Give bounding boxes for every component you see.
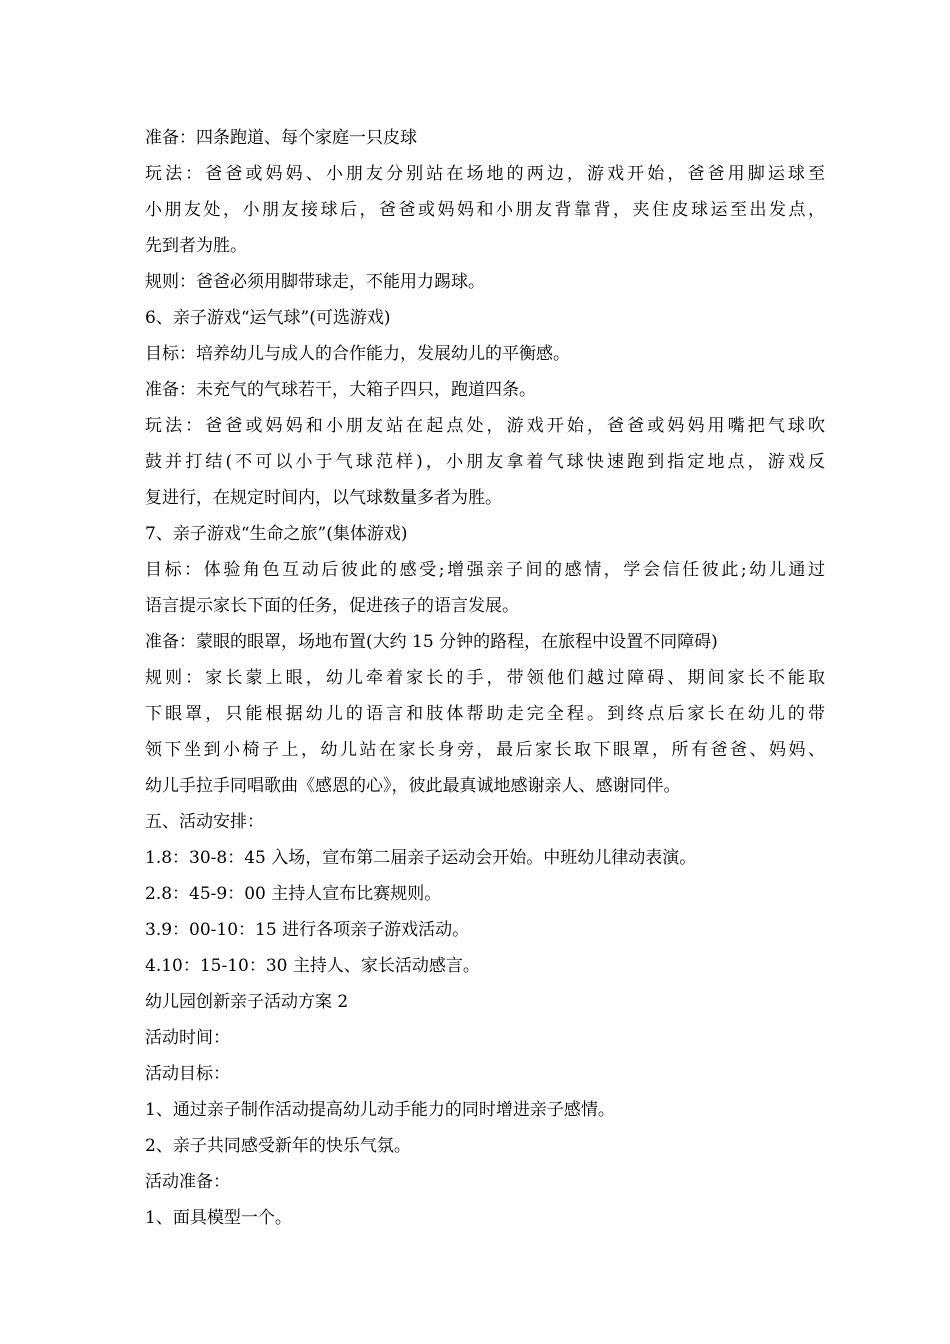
- text-line: 2、亲子共同感受新年的快乐气氛。: [145, 1136, 411, 1156]
- text-line: 4.10：15-10：30 主持人、家长活动感言。: [145, 956, 480, 976]
- text-line: 玩法：爸爸或妈妈和小朋友站在起点处，游戏开始，爸爸或妈妈用嘴把气球吹: [145, 416, 825, 436]
- text-line: 下眼罩，只能根据幼儿的语言和肢体帮助走完全程。到终点后家长在幼儿的带: [145, 704, 825, 724]
- text-line: 1、面具模型一个。: [145, 1208, 292, 1228]
- text-line: 7、亲子游戏“生命之旅”(集体游戏): [145, 524, 408, 544]
- text-line: 准备：蒙眼的眼罩，场地布置(大约 15 分钟的路程，在旅程中设置不同障碍): [145, 632, 718, 652]
- text-line: 语言提示家长下面的任务，促进孩子的语言发展。: [145, 596, 519, 616]
- text-line: 领下坐到小椅子上，幼儿站在家长身旁，最后家长取下眼罩，所有爸爸、妈妈、: [145, 740, 825, 760]
- text-line: 玩法：爸爸或妈妈、小朋友分别站在场地的两边，游戏开始，爸爸用脚运球至: [145, 164, 825, 184]
- text-line: 鼓并打结(不可以小于气球范样)，小朋友拿着气球快速跑到指定地点，游戏反: [145, 452, 825, 472]
- text-line: 1.8：30-8：45 入场，宣布第二届亲子运动会开始。中班幼儿律动表演。: [145, 848, 697, 868]
- text-line: 目标：体验角色互动后彼此的感受;增强亲子间的感情，学会信任彼此;幼儿通过: [145, 560, 825, 580]
- text-line: 1、通过亲子制作活动提高幼儿动手能力的同时增进亲子感情。: [145, 1100, 615, 1120]
- text-line: 准备：四条跑道、每个家庭一只皮球: [145, 128, 417, 148]
- text-line: 准备：未充气的气球若干，大箱子四只，跑道四条。: [145, 380, 536, 400]
- text-line: 五、活动安排：: [145, 812, 264, 832]
- text-line: 活动准备：: [145, 1172, 230, 1192]
- text-line: 复进行，在规定时间内，以气球数量多者为胜。: [145, 488, 502, 508]
- text-line: 幼儿手拉手同唱歌曲《感恩的心》，彼此最真诚地感谢亲人、感谢同伴。: [145, 776, 681, 796]
- text-line: 幼儿园创新亲子活动方案 2: [145, 992, 349, 1012]
- text-line: 小朋友处，小朋友接球后，爸爸或妈妈和小朋友背靠背，夹住皮球运至出发点，: [145, 200, 825, 220]
- document-page: [145, 120, 825, 1236]
- text-line: 2.8：45-9：00 主持人宣布比赛规则。: [145, 884, 442, 904]
- text-line: 活动目标：: [145, 1064, 230, 1084]
- text-line: 目标：培养幼儿与成人的合作能力，发展幼儿的平衡感。: [145, 344, 570, 364]
- text-line: 规则：爸爸必须用脚带球走，不能用力踢球。: [145, 272, 485, 292]
- text-line: 6、亲子游戏“运气球”(可选游戏): [145, 308, 391, 328]
- text-line: 3.9：00-10：15 进行各项亲子游戏活动。: [145, 920, 470, 940]
- text-line: 先到者为胜。: [145, 236, 247, 256]
- text-line: 活动时间：: [145, 1028, 230, 1048]
- text-line: 规则：家长蒙上眼，幼儿牵着家长的手，带领他们越过障碍、期间家长不能取: [145, 668, 825, 688]
